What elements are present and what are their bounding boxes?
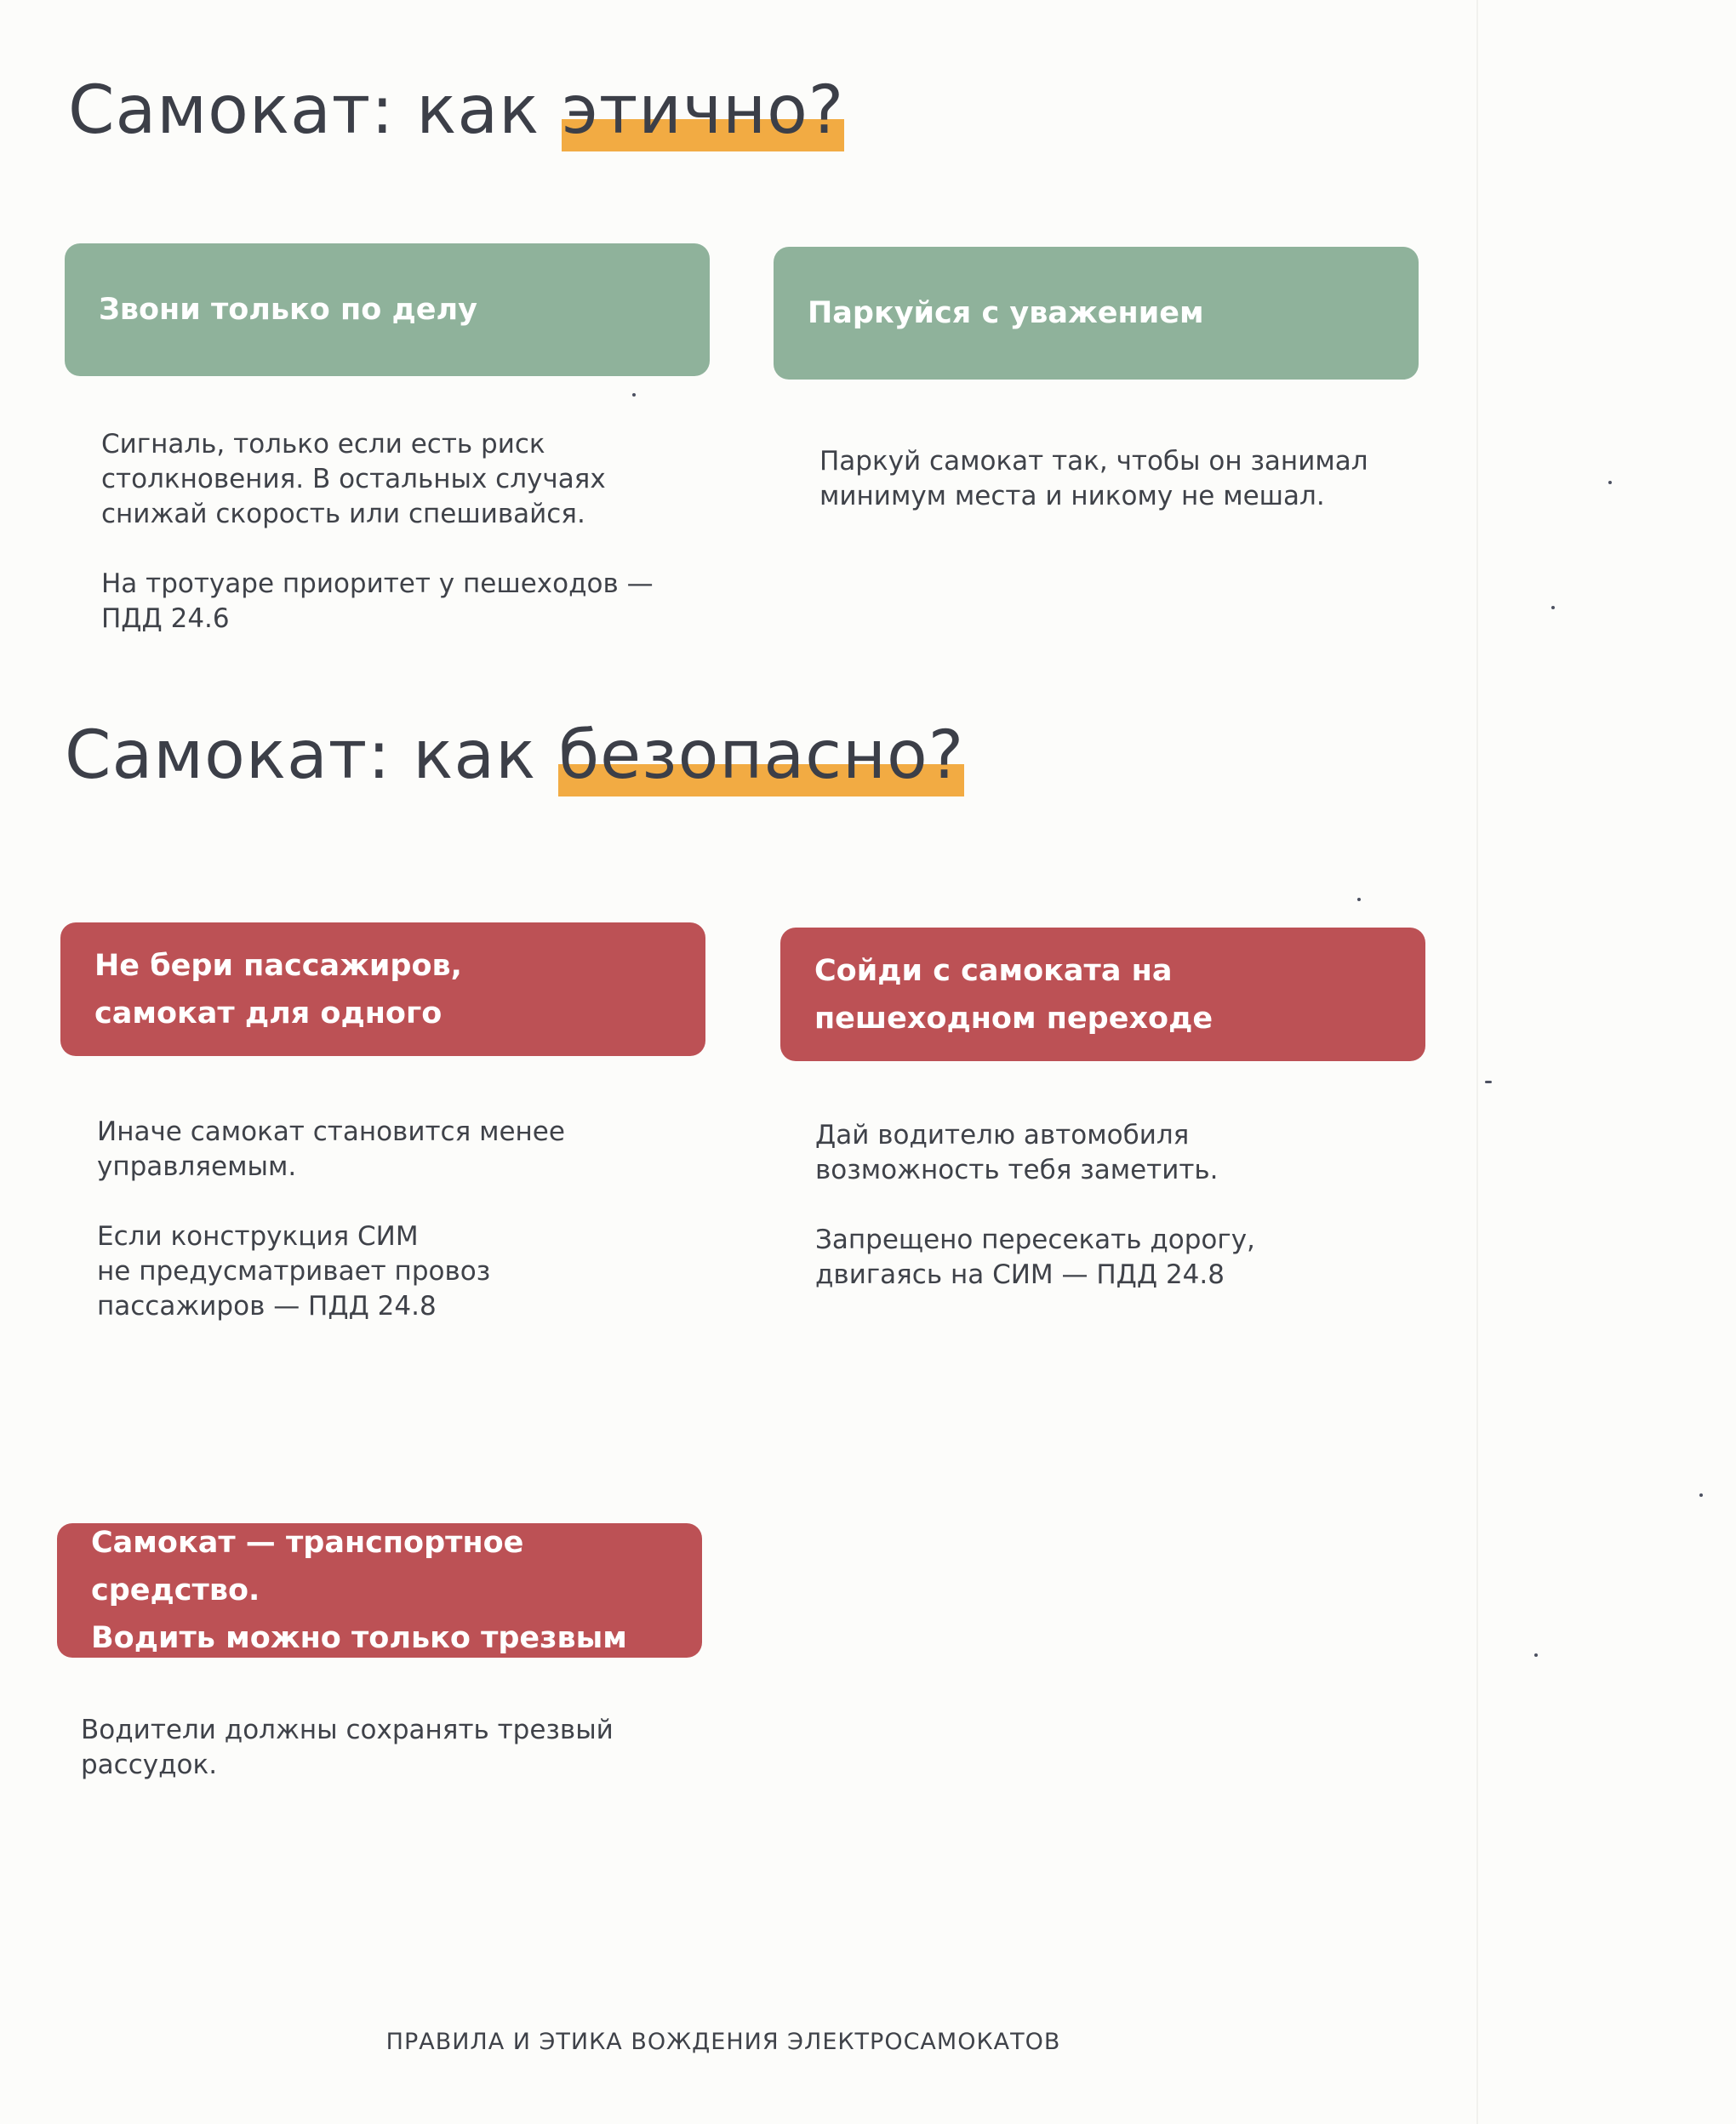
scan-speck xyxy=(632,393,636,397)
scan-speck xyxy=(1608,481,1612,484)
safety-card-passengers-title xyxy=(94,942,462,1037)
safety-card-sober-title-line: Самокат — транспортное средство. xyxy=(91,1526,524,1607)
ethics-card-parking-title: Паркуйся с уважением xyxy=(808,296,1204,330)
safety-card-crossing-title-line: пешеходном переходе xyxy=(814,1001,1213,1036)
safety-card-passengers xyxy=(60,922,705,1056)
safety-card-passengers-title-line: Не бери пассажиров, xyxy=(94,948,462,983)
safety-card-crossing-title xyxy=(814,947,1213,1042)
safety-card-crossing-rule: Запрещено пересекать дорогу, двигаясь на СИМ — ПДД 24.8 xyxy=(815,1225,1255,1290)
ethics-card-call-title: Звони только по делу xyxy=(99,293,477,327)
safety-card-passengers-paragraph: Иначе самокат становится менее управляемым. xyxy=(97,1116,565,1182)
scan-speck xyxy=(1534,1653,1538,1657)
ethics-heading xyxy=(68,68,844,153)
footer-title: ПРАВИЛА И ЭТИКА ВОЖДЕНИЯ ЭЛЕКТРОСАМОКАТОВ xyxy=(385,2029,1061,2055)
ethics-card-parking xyxy=(774,247,1419,380)
page-edge xyxy=(1476,0,1478,2124)
scan-speck xyxy=(1485,1081,1492,1083)
safety-heading-prefix: Самокат: как xyxy=(65,717,559,794)
ethics-card-parking-body xyxy=(819,444,1415,514)
ethics-card-call-rule: На тротуаре приоритет у пешеходов — ПДД 24.6 xyxy=(101,568,654,634)
ethics-card-parking-paragraph: Паркуй самокат так, чтобы он занимал минимум места и никому не мешал. xyxy=(819,446,1368,511)
safety-card-sober-title-line: Водить можно только трезвым xyxy=(91,1621,627,1655)
ethics-card-call-paragraph: Сигналь, только если есть риск столкновения. В остальных случаях снижай скорость или спешивайся. xyxy=(101,429,606,529)
safety-heading xyxy=(65,713,964,798)
safety-card-sober-body xyxy=(81,1713,677,1783)
safety-card-passengers-title-line: самокат для одного xyxy=(94,996,443,1031)
safety-heading-highlight: безопасно? xyxy=(558,713,964,798)
scan-speck xyxy=(1699,1493,1703,1497)
ethics-card-call xyxy=(65,243,710,376)
ethics-card-call-body xyxy=(101,427,697,637)
ethics-heading-highlight: этично? xyxy=(562,68,844,153)
safety-card-crossing-paragraph: Дай водителю автомобиля возможность тебя заметить. xyxy=(815,1120,1219,1185)
ethics-heading-prefix: Самокат: как xyxy=(68,72,562,149)
safety-card-crossing-title-line: Сойди с самоката на xyxy=(814,953,1173,988)
safety-card-sober-title xyxy=(91,1519,668,1662)
safety-card-passengers-body xyxy=(97,1115,693,1324)
safety-card-sober-paragraph: Водители должны сохранять трезвый рассудок. xyxy=(81,1715,614,1780)
safety-card-crossing xyxy=(780,928,1425,1061)
safety-card-sober xyxy=(57,1523,702,1658)
scan-speck xyxy=(1357,898,1361,901)
safety-card-passengers-rule: Если конструкция СИМ не предусматривает провоз пассажиров — ПДД 24.8 xyxy=(97,1221,491,1322)
scan-speck xyxy=(1551,606,1555,609)
safety-card-crossing-body xyxy=(815,1118,1411,1293)
